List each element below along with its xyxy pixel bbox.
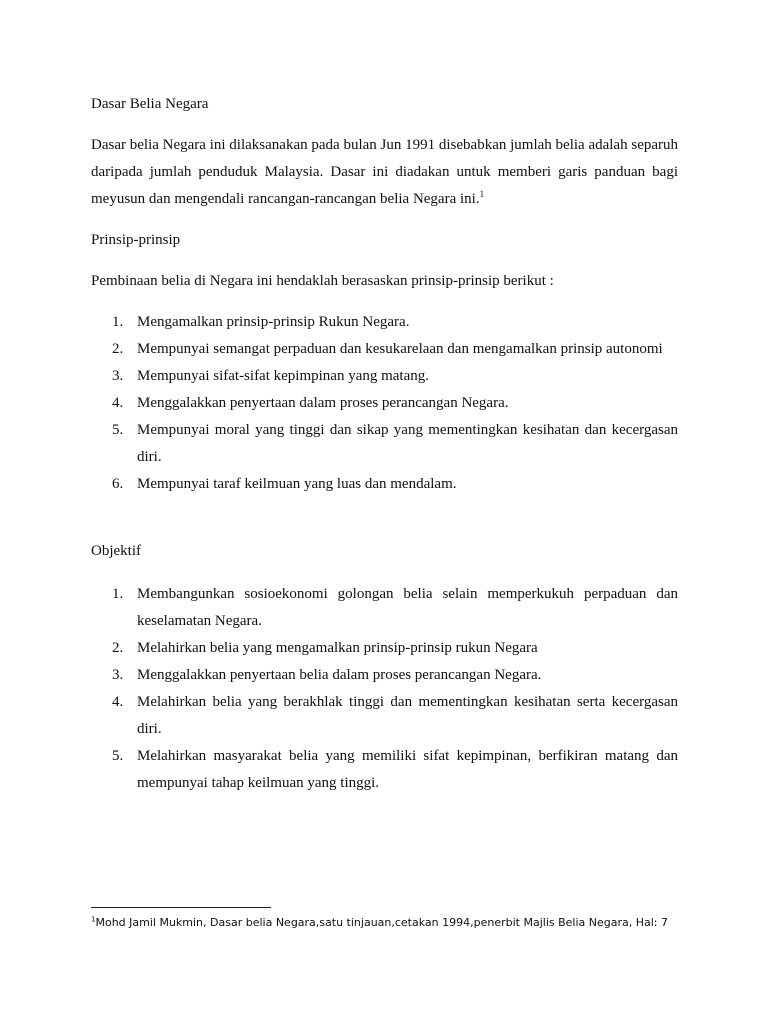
- footnote-reference[interactable]: 1: [479, 189, 485, 199]
- list-item: [91, 390, 678, 417]
- list-item-number: 2.: [112, 341, 124, 357]
- intro-text: Dasar belia Negara ini dilaksanakan pada bulan Jun 1991 disebabkan jumlah belia adalah separuh daripada jumlah penduduk Malaysia. Dasar ini diadakan untuk memberi garis panduan bagi meyusun dan mengendali rancangan-rancangan belia Negara ini.: [91, 137, 678, 207]
- list-item-number: 3.: [112, 368, 124, 384]
- section-heading-prinsip: Prinsip-prinsip: [91, 232, 181, 248]
- list-item-number: 3.: [112, 667, 124, 683]
- list-item-text: Mempunyai sifat-sifat kepimpinan yang matang.: [137, 368, 430, 384]
- list-item: [91, 581, 678, 635]
- footnote-number: 1: [91, 915, 96, 924]
- section-heading-objektif: Objektif: [91, 543, 141, 559]
- list-item-number: 1.: [112, 314, 124, 330]
- list-item: [91, 743, 678, 797]
- list-item: [91, 363, 678, 390]
- list-item-text: Mengamalkan prinsip-prinsip Rukun Negara.: [137, 314, 410, 330]
- list-item-text: Mempunyai semangat perpaduan dan kesukarelaan dan mengamalkan prinsip autonomi: [137, 341, 663, 357]
- list-item-text: Melahirkan masyarakat belia yang memiliki sifat kepimpinan, berfikiran matang dan mempunyai tahap keilmuan yang tinggi.: [137, 748, 678, 791]
- intro-paragraph: [91, 132, 678, 213]
- list-item: [91, 471, 678, 498]
- list-item-number: 2.: [112, 640, 124, 656]
- list-item: [91, 689, 678, 743]
- list-item-number: 5.: [112, 422, 124, 438]
- prinsip-lead: Pembinaan belia di Negara ini hendaklah berasaskan prinsip-prinsip berikut :: [91, 273, 554, 289]
- document-title: Dasar Belia Negara: [91, 96, 209, 112]
- list-item: [91, 309, 678, 336]
- list-item-text: Menggalakkan penyertaan belia dalam proses perancangan Negara.: [137, 667, 542, 683]
- objektif-list: [91, 581, 678, 797]
- prinsip-list: [91, 309, 678, 498]
- footnote: [91, 915, 711, 931]
- list-item-text: Melahirkan belia yang mengamalkan prinsip-prinsip rukun Negara: [137, 640, 538, 656]
- list-item-number: 4.: [112, 694, 124, 710]
- footnote-text: Mohd Jamil Mukmin, Dasar belia Negara,satu tinjauan,cetakan 1994,penerbit Majlis Belia Negara, Hal: 7: [95, 916, 669, 929]
- list-item: [91, 662, 678, 689]
- list-item: [91, 417, 678, 471]
- footnote-separator: [91, 907, 271, 908]
- list-item-number: 4.: [112, 395, 124, 411]
- list-item-number: 6.: [112, 476, 124, 492]
- list-item-text: Membangunkan sosioekonomi golongan belia selain memperkukuh perpaduan dan keselamatan Negara.: [137, 586, 678, 629]
- list-item: [91, 336, 678, 363]
- list-item-text: Melahirkan belia yang berakhlak tinggi dan mementingkan kesihatan serta kecergasan diri.: [137, 694, 678, 737]
- list-item-number: 1.: [112, 586, 124, 602]
- list-item-text: Menggalakkan penyertaan dalam proses perancangan Negara.: [137, 395, 509, 411]
- list-item-text: Mempunyai moral yang tinggi dan sikap yang mementingkan kesihatan dan kecergasan diri.: [137, 422, 678, 465]
- list-item-number: 5.: [112, 748, 124, 764]
- document-body: [91, 91, 678, 797]
- list-item: [91, 635, 678, 662]
- list-item-text: Mempunyai taraf keilmuan yang luas dan mendalam.: [137, 476, 457, 492]
